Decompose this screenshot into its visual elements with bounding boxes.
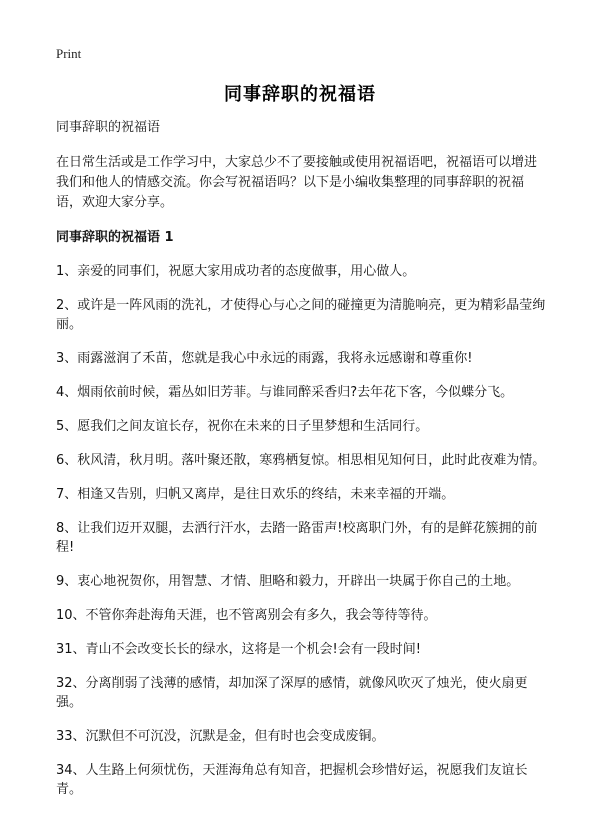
section-heading: 同事辞职的祝福语 1 [56,230,174,245]
list-item: 32、分离削弱了浅薄的感情，却加深了深厚的感情，就像风吹灭了烛光，使火扇更强。 [56,676,528,710]
list-item: 3、雨露滋润了禾苗，您就是我心中永远的雨露，我将永远感谢和尊重你! [56,351,473,366]
list-item: 9、衷心地祝贺你，用智慧、才情、胆略和毅力，开辟出一块属于你自己的土地。 [56,574,520,589]
list-item: 1、亲爱的同事们，祝愿大家用成功者的态度做事，用心做人。 [56,264,416,279]
list-item: 10、不管你奔赴海角天涯，也不管离别会有多久，我会等待等待。 [56,608,437,623]
list-item: 6、秋风清，秋月明。落叶聚还散，寒鸦栖复惊。相思相见知何日，此时此夜难为情。 [56,453,546,468]
print-label: Print [56,46,82,61]
list-item: 2、或许是一阵风雨的洗礼，才使得心与心之间的碰撞更为清脆响亮，更为精彩晶莹绚丽。 [56,298,546,332]
page-title: 同事辞职的祝福语 [224,84,376,105]
intro-paragraph: 在日常生活或是工作学习中，大家总少不了要接触或使用祝福语吧，祝福语可以增进我们和他人的情感交流。你会写祝福语吗？以下是小编收集整理的同事辞职的祝福语，欢迎大家分享。 [56,155,538,210]
blessing-list [56,262,548,799]
document-subtitle: 同事辞职的祝福语 [56,120,161,135]
list-item: 33、沉默但不可沉没，沉默是金，但有时也会变成废铜。 [56,729,385,744]
document-body [56,118,548,814]
list-item: 7、相逢又告别，归帆又离岸，是往日欢乐的终结，未来幸福的开端。 [56,487,455,502]
list-item: 4、烟雨依前时候，霜丛如旧芳菲。与谁同醉采香归?去年花下客，今似蝶分飞。 [56,385,514,400]
list-item: 31、青山不会改变长长的绿水，这将是一个机会!会有一段时间! [56,642,421,657]
list-item: 8、让我们迈开双腿，去洒行汗水，去踏一路雷声!校离职门外，有的是鲜花簇拥的前程! [56,521,538,555]
list-item: 34、人生路上何须忧伤，天涯海角总有知音，把握机会珍惜好运，祝愿我们友谊长青。 [56,763,528,797]
list-item: 5、愿我们之间友谊长存，祝你在未来的日子里梦想和生活同行。 [56,419,429,434]
